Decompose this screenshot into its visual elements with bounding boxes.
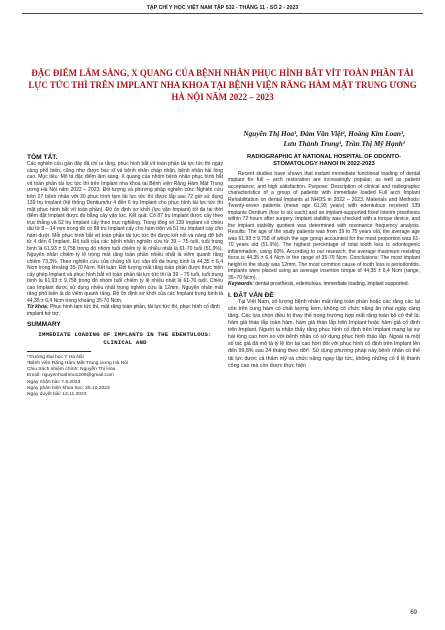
abstract-text: Các nghiên cứu gần đây đã chỉ ra rằng, phục hình bắt vít toàn phần tải lực tức thì ngày càng phổ biến, cũng như được bác sĩ và bệnh nhân chấp nhận, bệnh nhân hài lòng cao. Mục tiêu: Mô tả đặc điểm lâm sàng, X quang của nhóm bệnh nhân phục hình bắt vít toàn phần tải lực tức thì trên Implant nha khoa tại Bệnh viện Răng Hàm Mặt Trung ương Hà Nội năm 2022 – 2023. Đối tượng và phương pháp nghiên cứu: Nghiên cứu trên 27 bệnh nhân với 30 phục hình tạm tải lực tức thì được lắp sau 72 giờ sử dụng 139 trụ Implant (hệ thống Dentium/tư 4 đến 6 trụ Implant cho phục hình tải lực tức thì mặt phục hình bắt vít toàn phần). Độ ổn định sơ khởi (lực vặn Implant) tối đa tại thời điểm đặt Implant được đo bằng cây vặn lực. Kết quả: Có 87 trụ Implant được cấy theo trục thẳng và 52 trụ Implant cấy theo trục nghiêng. Trong tổng số 139 Implant có chiều dài từ 8 – 14 mm trong đó có 88 trụ Implant cấy cho hàm trên và 51 trụ Implant cấy cho hàm dưới. Mỗi phục hình bắt vít toàn phần tải lực tức thì được kết nối và nâng đỡ bởi từ 4 đến 6 Implant. Độ tuổi của các bệnh nhân nghiên cứu từ 39 – 75 tuổi, tuổi trung bình là 61,93 ± 9,758 trong đó nhóm tuổi chiếm tỷ lệ nhiều nhất là 61-70 tuổi (51,9%). Nguyên nhân chiếm tỷ lệ trong mất răng toàn phần nhiều nhất là viêm quanh răng chiếm 73,3%. Theo nghiên cứu của chúng tôi lực vặn tối đa trung bình là 44,35 ± 6,4 Ncm trong khoảng 35-70 Ncm. Kết luận: Đối tượng mất răng toàn phần được thực hiện cấy ghép Implant và phục hình bắt vít toàn phần tải lực tức thì là 39 – 75 tuổi, tuổi trung bình là 61,93 ± 9,758 trong đó nhóm tuổi chiếm tỷ lệ nhiều nhất là 61-70 tuổi. Chiều cao Implant được sử dụng nhiều nhất trong nghiên cứu là 12mm. Nguyên nhân mất răng phổ biến là do viêm quanh răng. Độ ổn định sơ khởi của các Implant trung bình là 44,35 ± 6,4 Ncm trong khoảng 35-70 Ncm. (27, 161, 223, 304)
english-title-part-2: RADIOGRAPHIC AT NATIONAL HOSPITAL OF ODONTO-STOMATOLOGY HANOI IN 2022-2023 (246, 154, 402, 168)
article-title: ĐẶC ĐIỂM LÂM SÀNG, X QUANG CỦA BỆNH NHÂN PHỤC HÌNH BẮT VÍT TOÀN PHẦN TẢI LỰC TỨC THÌ TRÊN IMPLANT NHA KHOA TẠI BỆNH VIỆN RĂNG HÀM MẶT TRUNG ƯƠNG HÀ NỘI NĂM 2022 – 2023 (28, 68, 417, 102)
footnote-received: Ngày nhận bài: 7.9.2023 (27, 379, 81, 385)
journal-header: TẠP CHÍ Y HỌC VIỆT NAM TẬP 532 - THÁNG 11 - SỐ 2 - 2023 (146, 5, 299, 11)
footnote-affiliation-1: ¹Trường Đại học Y Hà Nội (27, 354, 84, 360)
footnote-email: Email: nguyenhoahmu1209@gmail.com (27, 373, 114, 379)
footnote-reviewed: Ngày phản biện khoa học: 25.10.2023 (27, 386, 110, 392)
keywords-vi-text: Phục hình tạm tức thì, mất răng toàn phần, tải lực tức thì, phục hình cố định implant hở trợ. (27, 304, 220, 317)
keywords-en-text: dental prosthesis, edentulous, immediate loading, implant supported. (255, 281, 409, 288)
introduction-heading: I. ĐẶT VẤN ĐỀ (228, 291, 274, 299)
keywords-vi-label: Từ khóa: (27, 304, 49, 310)
page-number: 69 (410, 610, 417, 616)
authors (150, 129, 405, 148)
footnote-accepted: Ngày duyệt bài: 13.11.2023 (27, 392, 87, 398)
author-line-2: Lưu Thành Trung¹, Trần Thị Mỹ Hạnh¹ (283, 138, 405, 148)
english-title-part-1: IMMEDIATE LOADING OF IMPLANTS IN THE EDENTULOUS: CLINICAL AND (38, 331, 212, 346)
footnotes (27, 355, 223, 399)
summary-heading: SUMMARY (27, 321, 61, 328)
footnote-rule (27, 351, 91, 352)
keywords-en-label: Keywords: (228, 281, 254, 288)
footnote-affiliation-2: ²Bệnh viện Răng Hàm Mặt Trung ương Hà Nội (27, 360, 129, 366)
author-line-1: Nguyễn Thị Hoa¹, Đàm Văn Việt², Hoàng Kim Loan¹, (243, 129, 405, 138)
summary-text: Recent studies have shown that instant immediate functional loading of dental implant for full – arch restoration are increasingly popular, as well as patient acceptance, and high satisfaction. Purpose: Description of clinical and radiographic characteristics of a group of patients with immediate loaded Full arch Implant Rehabilitation on dental implants at NHOS in 2022 – 2023. Materials and Methods: Twenty-seven patients (mean age 61,93 years) with edentulous received 139 implants Dentium (four to six each) and an implant-supported fixed interim prosthesis within 72 hours after surgery. Implant stability was checked with a torque device, and the implant stability quotient was determined with resonance frequency analysis. Results: The age of the study patients was from 39 to 75 years old, the average age was 61.93 ± 9,758 of which the age group accounted for the most proportion was 61-70 years old (51.9%). The highest percentage of total tooth loss is odontogenic inflammation, using 60%. According to our research, the average maximum resisting force is 44.35 ± 6.4 Ncm in the range of 35-70 Ncm. Conclusions: The most implant height in the study was 12mm. The most common cause of tooth loss is periodontitis. Implants were placed using an average insertion torque of 44,35 ± 6,4 Ncm (range, 35–70 Ncm). (228, 170, 420, 281)
introduction-text: Tại Việt Nam, số lượng bệnh nhân mất răng toàn phần hoặc các răng các lại còn trên cung hàm có chất lượng kém, không có chức năng ăn nhai ngày càng tăng. Các lựa chọn điều trị thay thế trong trường hợp mất răng toàn bộ có thể là: hàm giả tháo lắp toàn hàm, hàm giả tháo lắp trên Implant hoặc hàm giả cố định trên Implant. Người ta nhận thấy rằng phục hình cố định trên Implant mang lại sự hài lòng cao hơn so với bệnh nhân có sử dụng phục hình tháo lắp. Ngoài ra một số tác giả đã mô tả tỷ lệ tồn tại cao hơn đối với phục hình cố định trên Implant lên đến 99,8% sau 24 tháng theo dõi⁶. Sử dụng phương pháp này bệnh nhân có thể tải lực được cả thẩm mỹ và chức năng ngay lập tức, không những cố tỉ lệ thành công cao mà còn được thực hiện (228, 298, 420, 369)
header-rule (22, 13, 423, 14)
right-column (228, 154, 420, 370)
keywords-en (228, 281, 420, 288)
footnote-corresponding: Chịu trách nhiệm chính: Nguyễn Thị Hoa (27, 367, 116, 373)
left-column (27, 154, 223, 399)
keywords-vi (27, 304, 223, 317)
abstract-heading: TÓM TẮT. (27, 154, 58, 161)
